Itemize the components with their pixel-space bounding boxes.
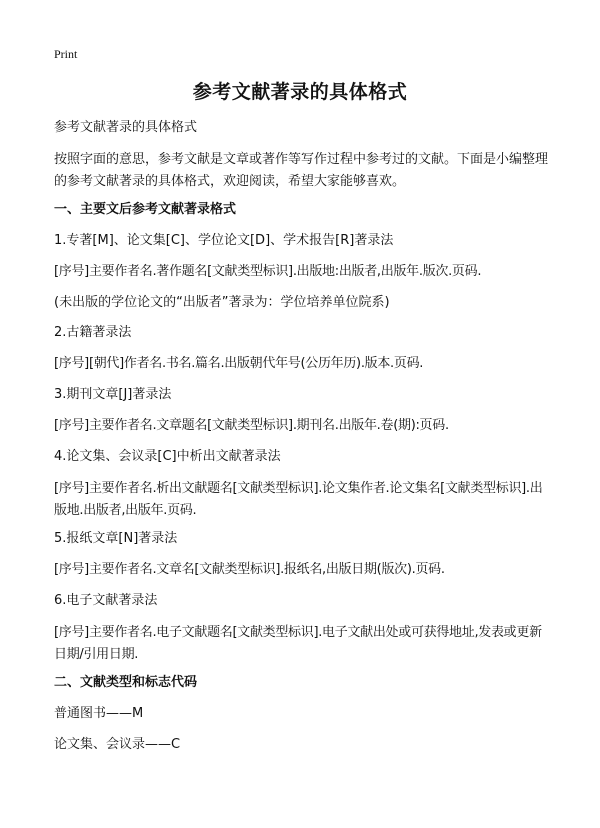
section1-heading: 一、主要文后参考文献著录格式 xyxy=(54,202,237,217)
item5-label: 5.报纸文章[N]著录法 xyxy=(54,531,178,546)
item6-format: [序号]主要作者名.电子文献题名[文献类型标识].电子文献出处或可获得地址,发表或更新日期/引用日期. xyxy=(54,625,542,662)
code-item-books: 普通图书——M xyxy=(54,706,144,721)
item4-label: 4.论文集、会议录[C]中析出文献著录法 xyxy=(54,449,281,464)
item1-note: (未出版的学位论文的“出版者”著录为：学位培养单位院系) xyxy=(54,295,390,310)
code-item-proceedings: 论文集、会议录——C xyxy=(54,737,181,752)
item3-label: 3.期刊文章[J]著录法 xyxy=(54,387,172,402)
item6-label: 6.电子文献著录法 xyxy=(54,593,158,608)
print-label: Print xyxy=(54,47,78,61)
item2-format: [序号][朝代]作者名.书名.篇名.出版朝代年号(公历年历).版本.页码. xyxy=(54,356,424,371)
item5-format: [序号]主要作者名.文章名[文献类型标识].报纸名,出版日期(版次).页码. xyxy=(54,562,445,577)
intro-paragraph: 按照字面的意思，参考文献是文章或著作等写作过程中参考过的文献。下面是小编整理的参考文献著录的具体格式，欢迎阅读，希望大家能够喜欢。 xyxy=(54,152,549,189)
section2-heading: 二、文献类型和标志代码 xyxy=(54,675,198,690)
page-title: 参考文献著录的具体格式 xyxy=(192,81,408,103)
item3-format: [序号]主要作者名.文章题名[文献类型标识].期刊名.出版年.卷(期):页码. xyxy=(54,418,449,433)
item1-format: [序号]主要作者名.著作题名[文献类型标识].出版地:出版者,出版年.版次.页码. xyxy=(54,264,482,279)
item2-label: 2.古籍著录法 xyxy=(54,325,132,340)
item4-format: [序号]主要作者名.析出文献题名[文献类型标识].论文集作者.论文集名[文献类型标识].出版地.出版者,出版年.页码. xyxy=(54,481,543,518)
subtitle: 参考文献著录的具体格式 xyxy=(54,120,198,135)
item1-label: 1.专著[M]、论文集[C]、学位论文[D]、学术报告[R]著录法 xyxy=(54,233,394,248)
